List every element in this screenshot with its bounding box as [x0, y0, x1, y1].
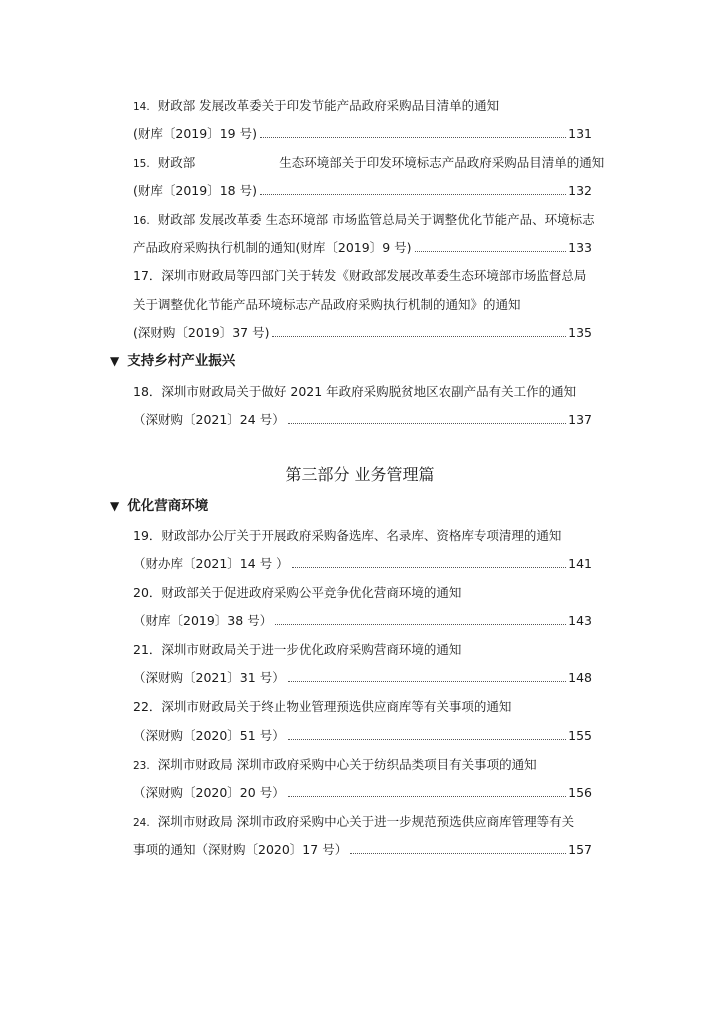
- toc-entry-19-title[interactable]: 19．财政部办公厅关于开展政府采购备选库、名录库、资格库专项清理的通知: [133, 528, 562, 543]
- toc-entry-18-ref[interactable]: [133, 411, 592, 429]
- entry-reference: （财库〔2019〕38 号）: [133, 613, 273, 628]
- page-number: 131: [568, 126, 592, 141]
- toc-entry-16-title[interactable]: [133, 211, 595, 230]
- toc-entry-24-ref[interactable]: [133, 841, 592, 859]
- entry-reference: （深财购〔2020〕51 号）: [133, 728, 285, 743]
- dot-leader: [415, 251, 567, 252]
- entry-title: 深圳市财政局 深圳市政府采购中心关于纺织品类项目有关事项的通知: [157, 757, 537, 772]
- toc-entry-21-title[interactable]: 21．深圳市财政局关于进一步优化政府采购营商环境的通知: [133, 642, 462, 657]
- dot-leader: [350, 853, 566, 854]
- page-number: 132: [568, 183, 592, 198]
- dot-leader: [292, 567, 566, 568]
- page-number: 148: [568, 670, 592, 685]
- page-number: 141: [568, 556, 592, 571]
- page-number: 155: [568, 728, 592, 743]
- toc-entry-16-ref[interactable]: [133, 239, 592, 257]
- toc-entry-24-title[interactable]: [133, 813, 574, 832]
- section-heading-business: [110, 496, 208, 516]
- toc-entry-23-title[interactable]: [133, 756, 537, 775]
- page-number: 157: [568, 842, 592, 857]
- entry-reference: （深财购〔2021〕24 号）: [133, 412, 285, 427]
- entry-reference: (财库〔2019〕18 号): [133, 183, 257, 198]
- toc-entry-15-title[interactable]: [133, 154, 604, 173]
- dot-leader: [275, 624, 566, 625]
- page-number: 143: [568, 613, 592, 628]
- dot-leader: [272, 336, 566, 337]
- dot-leader: [288, 681, 566, 682]
- toc-entry-20-ref[interactable]: [133, 612, 592, 630]
- entry-reference: （深财购〔2021〕31 号）: [133, 670, 285, 685]
- toc-entry-14-ref[interactable]: [133, 125, 592, 143]
- toc-entry-17-title-line2[interactable]: 关于调整优化节能产品环境标志产品政府采购执行机制的通知》的通知: [133, 297, 521, 312]
- entry-title-part-a: 财政部: [157, 155, 196, 170]
- toc-entry-18-title[interactable]: 18．深圳市财政局关于做好 2021 年政府采购脱贫地区农副产品有关工作的通知: [133, 384, 577, 399]
- toc-entry-15-ref[interactable]: [133, 182, 592, 200]
- part-title: 第三部分 业务管理篇: [285, 465, 435, 484]
- toc-entry-19-ref[interactable]: [133, 555, 592, 573]
- entry-title: 深圳市财政局 深圳市政府采购中心关于进一步规范预选供应商库管理等有关: [157, 814, 575, 829]
- dot-leader: [260, 194, 566, 195]
- section-title: 支持乡村产业振兴: [127, 353, 236, 369]
- entry-title: 财政部 发展改革委关于印发节能产品政府采购品目清单的通知: [157, 98, 500, 113]
- entry-reference: （深财购〔2020〕20 号）: [133, 785, 285, 800]
- page-number: 156: [568, 785, 592, 800]
- page-number: 137: [568, 412, 592, 427]
- toc-entry-21-ref[interactable]: [133, 669, 592, 687]
- entry-number: 14.: [133, 101, 150, 113]
- entry-title-part-b: 生态环境部关于印发环境标志产品政府采购品目清单的通知: [279, 155, 605, 170]
- page-number: 133: [568, 240, 592, 255]
- triangle-down-icon: ▼: [110, 499, 120, 513]
- entry-reference: 事项的通知（深财购〔2020〕17 号）: [133, 842, 348, 857]
- entry-reference: (财库〔2019〕19 号): [133, 126, 257, 141]
- entry-reference: (深财购〔2019〕37 号): [133, 325, 270, 340]
- dot-leader: [288, 739, 566, 740]
- entry-reference: （财办库〔2021〕14 号 ）: [133, 556, 289, 571]
- section-heading-rural: [110, 351, 235, 371]
- entry-reference: 产品政府采购执行机制的通知(财库〔2019〕9 号): [133, 240, 412, 255]
- entry-number: 15.: [133, 158, 150, 170]
- toc-entry-20-title[interactable]: 20．财政部关于促进政府采购公平竞争优化营商环境的通知: [133, 585, 462, 600]
- entry-number: 24.: [133, 817, 150, 829]
- toc-entry-17-title-line1[interactable]: 17．深圳市财政局等四部门关于转发《财政部发展改革委生态环境部市场监督总局: [133, 268, 587, 283]
- toc-entry-22-ref[interactable]: [133, 727, 592, 745]
- dot-leader: [288, 796, 566, 797]
- toc-entry-23-ref[interactable]: [133, 784, 592, 802]
- dot-leader: [288, 423, 566, 424]
- toc-entry-22-title[interactable]: 22．深圳市财政局关于终止物业管理预选供应商库等有关事项的通知: [133, 699, 512, 714]
- entry-title: 财政部 发展改革委 生态环境部 市场监管总局关于调整优化节能产品、环境标志: [157, 212, 595, 227]
- toc-entry-17-ref[interactable]: [133, 324, 592, 342]
- page-number: 135: [568, 325, 592, 340]
- section-title: 优化营商环境: [127, 498, 209, 514]
- dot-leader: [260, 137, 566, 138]
- entry-number: 23.: [133, 760, 150, 772]
- triangle-down-icon: ▼: [110, 354, 120, 368]
- toc-entry-14-title[interactable]: [133, 97, 499, 116]
- entry-number: 16.: [133, 215, 150, 227]
